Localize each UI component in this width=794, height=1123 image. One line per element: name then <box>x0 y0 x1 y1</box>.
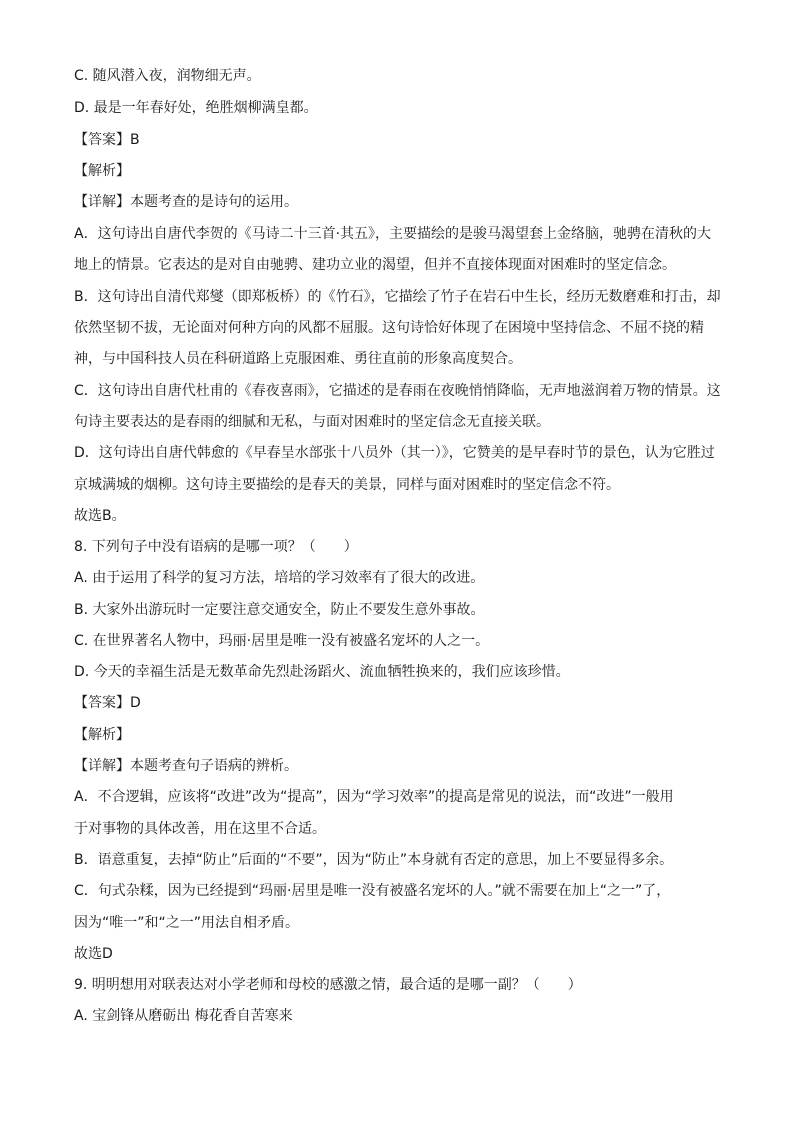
q8-option-b: B. 大家外出游玩时一定要注意交通安全，防止不要发生意外事故。 <box>74 602 485 618</box>
explanation-d-line-1: D．这句诗出自唐代韩愈的《早春呈水部张十八员外（其一）》，它赞美的是早春时节的景色，认为它胜过 <box>74 445 715 461</box>
q8-explanation-a-line-1: A．不合逻辑，应该将“改进”改为“提高”，因为“学习效率”的提高是常见的说法，而“改进”一般用 <box>74 789 674 805</box>
q8-analysis-heading: 【解析】 <box>74 727 130 743</box>
q8-explanation-c-line-2: 因为“唯一”和“之一”用法自相矛盾。 <box>74 915 300 931</box>
explanation-a-line-2: 地上的情景。它表达的是对自由驰骋、建功立业的渴望，但并不直接体现面对困难时的坚定信念。 <box>74 257 676 273</box>
detail-line: 【详解】本题考查的是诗句的运用。 <box>74 194 298 210</box>
q8-detail-line: 【详解】本题考查句子语病的辨析。 <box>74 758 298 774</box>
q8-option-a: A. 由于运用了科学的复习方法，培培的学习效率有了很大的改进。 <box>74 570 485 586</box>
explanation-b-line-1: B．这句诗出自清代郑燮（即郑板桥）的《竹石》，它描绘了竹子在岩石中生长，经历无数磨难和打击，却 <box>74 289 721 305</box>
q8-explanation-a-line-2: 于对事物的具体改善，用在这里不合适。 <box>74 821 326 837</box>
explanation-b-line-3: 神，与中国科技人员在科研道路上克服困难、勇往直前的形象高度契合。 <box>74 351 522 367</box>
explanation-c-line-1: C．这句诗出自唐代杜甫的《春夜喜雨》，它描述的是春雨在夜晚悄悄降临，无声地滋润着万物的情景。这 <box>74 383 721 399</box>
q8-conclusion-line: 故选D <box>74 946 113 962</box>
analysis-heading: 【解析】 <box>74 163 130 179</box>
explanation-b-line-2: 依然坚韧不拔，无论面对何种方向的风都不屈服。这句诗恰好体现了在困境中坚持信念、不屈不挠的精 <box>74 320 704 336</box>
q8-explanation-c-line-1: C．句式杂糅，因为已经提到“玛丽·居里是唯一没有被盛名宠坏的人。”就不需要在加上“之一”了， <box>74 883 671 899</box>
q8-option-d: D. 今天的幸福生活是无数革命先烈赴汤蹈火、流血牺牲换来的，我们应该珍惜。 <box>74 664 570 680</box>
option-d-line: D. 最是一年春好处，绝胜烟柳满皇都。 <box>74 100 318 116</box>
q8-option-c: C. 在世界著名人物中，玛丽·居里是唯一没有被盛名宠坏的人之一。 <box>74 633 490 649</box>
q8-explanation-b-line: B．语意重复，去掉“防止”后面的“不要”，因为“防止”本身就有否定的意思，加上不要显得多余。 <box>74 852 674 868</box>
option-c-line: C. 随风潜入夜，润物细无声。 <box>74 68 261 84</box>
q9-option-a: A. 宝剑锋从磨砺出 梅花香自苦寒来 <box>74 1008 293 1024</box>
question-8-line: 8. 下列句子中没有语病的是哪一项？（ ） <box>74 539 358 555</box>
question-9-line: 9. 明明想用对联表达对小学老师和母校的感激之情，最合适的是哪一副？（ ） <box>74 977 582 993</box>
explanation-a-line-1: A．这句诗出自唐代李贺的《马诗二十三首·其五》，主要描绘的是骏马渴望套上金络脑，驰骋在清秋的大 <box>74 226 712 242</box>
explanation-d-line-2: 京城满城的烟柳。这句诗主要描绘的是春天的美景，同样与面对困难时的坚定信念不符。 <box>74 477 620 493</box>
explanation-c-line-2: 句诗主要表达的是春雨的细腻和无私，与面对困难时的坚定信念无直接关联。 <box>74 414 550 430</box>
conclusion-line: 故选B。 <box>74 508 126 524</box>
q8-answer-line: 【答案】D <box>74 695 141 711</box>
answer-line: 【答案】B <box>74 132 140 148</box>
